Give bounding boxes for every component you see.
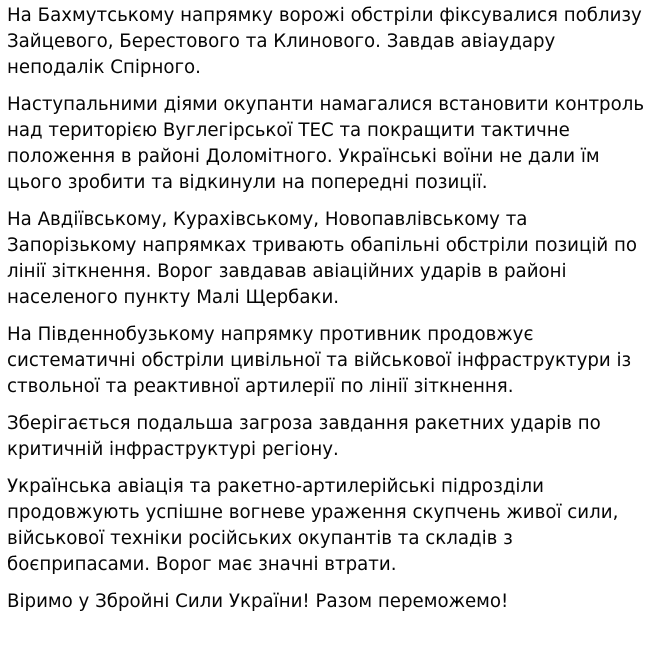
paragraph-avdiivka-kurakhove: На Авдіївському, Курахівському, Новопавлівському та Запорізькому напрямках тривають обапільні обстріли позицій по лінії зіткнення. Ворог завдавав авіаційних ударів в районі населеного пункту Малі Щербаки. <box>7 209 638 308</box>
paragraph-closing: Віримо у Збройні Сили України! Разом переможемо! <box>7 591 509 612</box>
paragraph-pivdennobuzky: На Південнобузькому напрямку противник продовжує систематичні обстріли цивільної та військової інфраструктури із ствольної та реактивної артилерії по лінії зіткнення. <box>7 324 632 397</box>
paragraph-missile-threat: Зберігається подальша загроза завдання ракетних ударів по критичній інфраструктурі регіону. <box>7 413 601 460</box>
paragraph-aviation-artillery: Українська авіація та ракетно-артилерійські підрозділи продовжують успішне вогневе ураження скупчень живої сили, військової техніки російських окупантів та складів з боєприпасами. Ворог має значні втрати. <box>7 476 619 575</box>
paragraph-bakhmut: На Бахмутському напрямку ворожі обстріли фіксувалися поблизу Зайцевого, Берестового та Клинового. Завдав авіаудару неподалік Спірного. <box>7 5 642 78</box>
paragraph-vuhlehirska-tes: Наступальними діями окупанти намагалися встановити контроль над територією Вуглегірської ТЕС та покращити тактичне положення в районі Доломітного. Українські воїни не дали їм цього зробити та відкинули на попередні позиції. <box>7 94 645 193</box>
post-text <box>7 3 653 615</box>
